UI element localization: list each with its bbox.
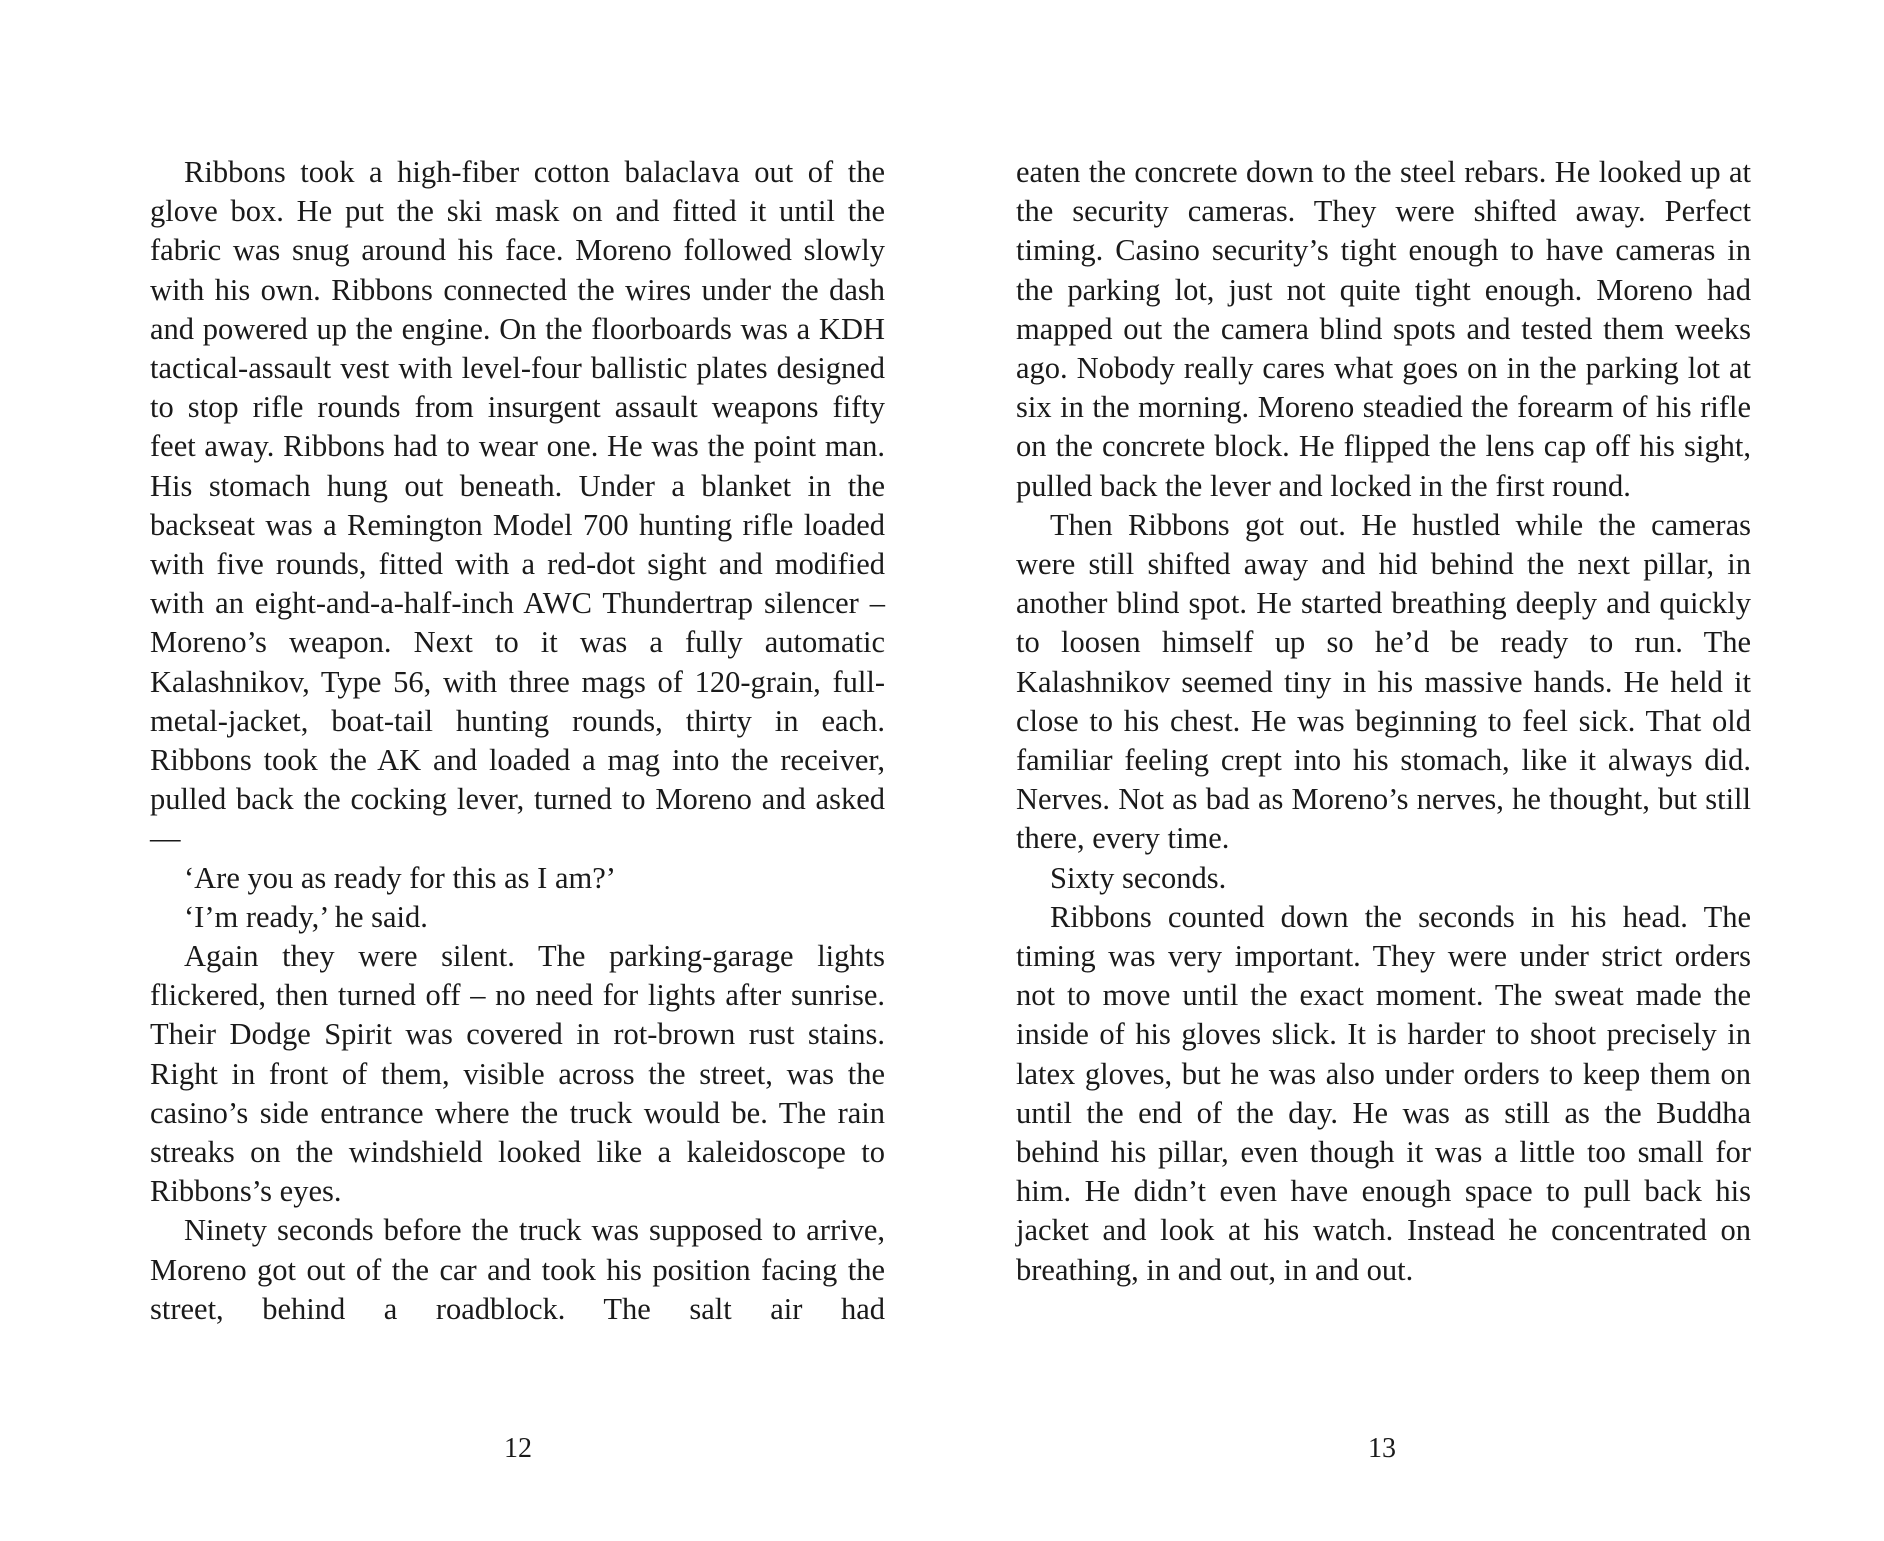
page-number-right: 13 bbox=[1368, 1433, 1396, 1464]
paragraph: Ribbons took a high-fiber cotton balaclava out of the glove box. He put the ski mask on and fitted it until the fabric was snug around his face. Moreno followed slowly with his own. Ribbons connected the wires under the dash and powered up the engine. On the floorboards was a KDH tactical-assault vest with level-four ballistic plates designed to stop rifle rounds from insurgent assault weapons fifty feet away. Ribbons had to wear one. He was the point man. His stomach hung out beneath. Under a blanket in the backseat was a Remington Model 700 hunting rifle loaded with five rounds, fitted with a red-dot sight and modified with an eight-and-a-half-inch AWC Thundertrap silencer – Moreno’s weapon. Next to it was a fully automatic Kalashnikov, Type 56, with three mags of 120-grain, full-metal-jacket, boat-tail hunting rounds, thirty in each. Ribbons took the AK and loaded a mag into the receiver, pulled back the cocking lever, turned to Moreno and asked— bbox=[150, 155, 885, 856]
paragraph: ‘Are you as ready for this as I am?’ bbox=[184, 860, 616, 895]
paragraph: Then Ribbons got out. He hustled while the cameras were still shifted away and hid behind the next pillar, in another blind spot. He started breathing deeply and quickly to loosen himself up so he’d be ready to run. The Kalashnikov seemed tiny in his massive hands. He held it close to his chest. He was beginning to feel sick. That old familiar feeling crept into his stomach, like it always did. Nerves. Not as bad as Moreno’s nerves, he thought, but still there, every time. bbox=[1016, 507, 1751, 856]
paragraph: Ribbons counted down the seconds in his head. The timing was very important. They were under strict orders not to move until the exact moment. The sweat made the inside of his gloves slick. It is harder to shoot precisely in latex gloves, but he was also under orders to keep them on until the end of the day. He was as still as the Buddha behind his pillar, even though it was a little too small for him. He didn’t even have enough space to pull back his jacket and look at his watch. Instead he concentrated on breathing, in and out, in and out. bbox=[1016, 899, 1751, 1287]
right-page bbox=[1016, 153, 1751, 1290]
left-page bbox=[150, 153, 885, 1329]
paragraph: Sixty seconds. bbox=[1050, 860, 1227, 895]
right-page-body bbox=[1016, 153, 1751, 1290]
paragraph: eaten the concrete down to the steel rebars. He looked up at the security cameras. They were shifted away. Perfect timing. Casino security’s tight enough to have cameras in the parking lot, just not quite tight enough. Moreno had mapped out the camera blind spots and tested them weeks ago. Nobody really cares what goes on in the parking lot at six in the morning. Moreno steadied the forearm of his rifle on the concrete block. He flipped the lens cap off his sight, pulled back the lever and locked in the first round. bbox=[1016, 155, 1751, 503]
paragraph: Ninety seconds before the truck was supposed to arrive, Moreno got out of the car and took his position facing the street, behind a roadblock. The salt air had bbox=[150, 1213, 885, 1326]
page-number-left: 12 bbox=[504, 1433, 532, 1464]
paragraph: ‘I’m ready,’ he said. bbox=[184, 899, 428, 934]
paragraph: Again they were silent. The parking-garage lights flickered, then turned off – no need for lights after sunrise. Their Dodge Spirit was covered in rot-brown rust stains. Right in front of them, visible across the street, was the casino’s side entrance where the truck would be. The rain streaks on the windshield looked like a kaleidoscope to Ribbons’s eyes. bbox=[150, 939, 885, 1209]
left-page-body bbox=[150, 153, 885, 1329]
